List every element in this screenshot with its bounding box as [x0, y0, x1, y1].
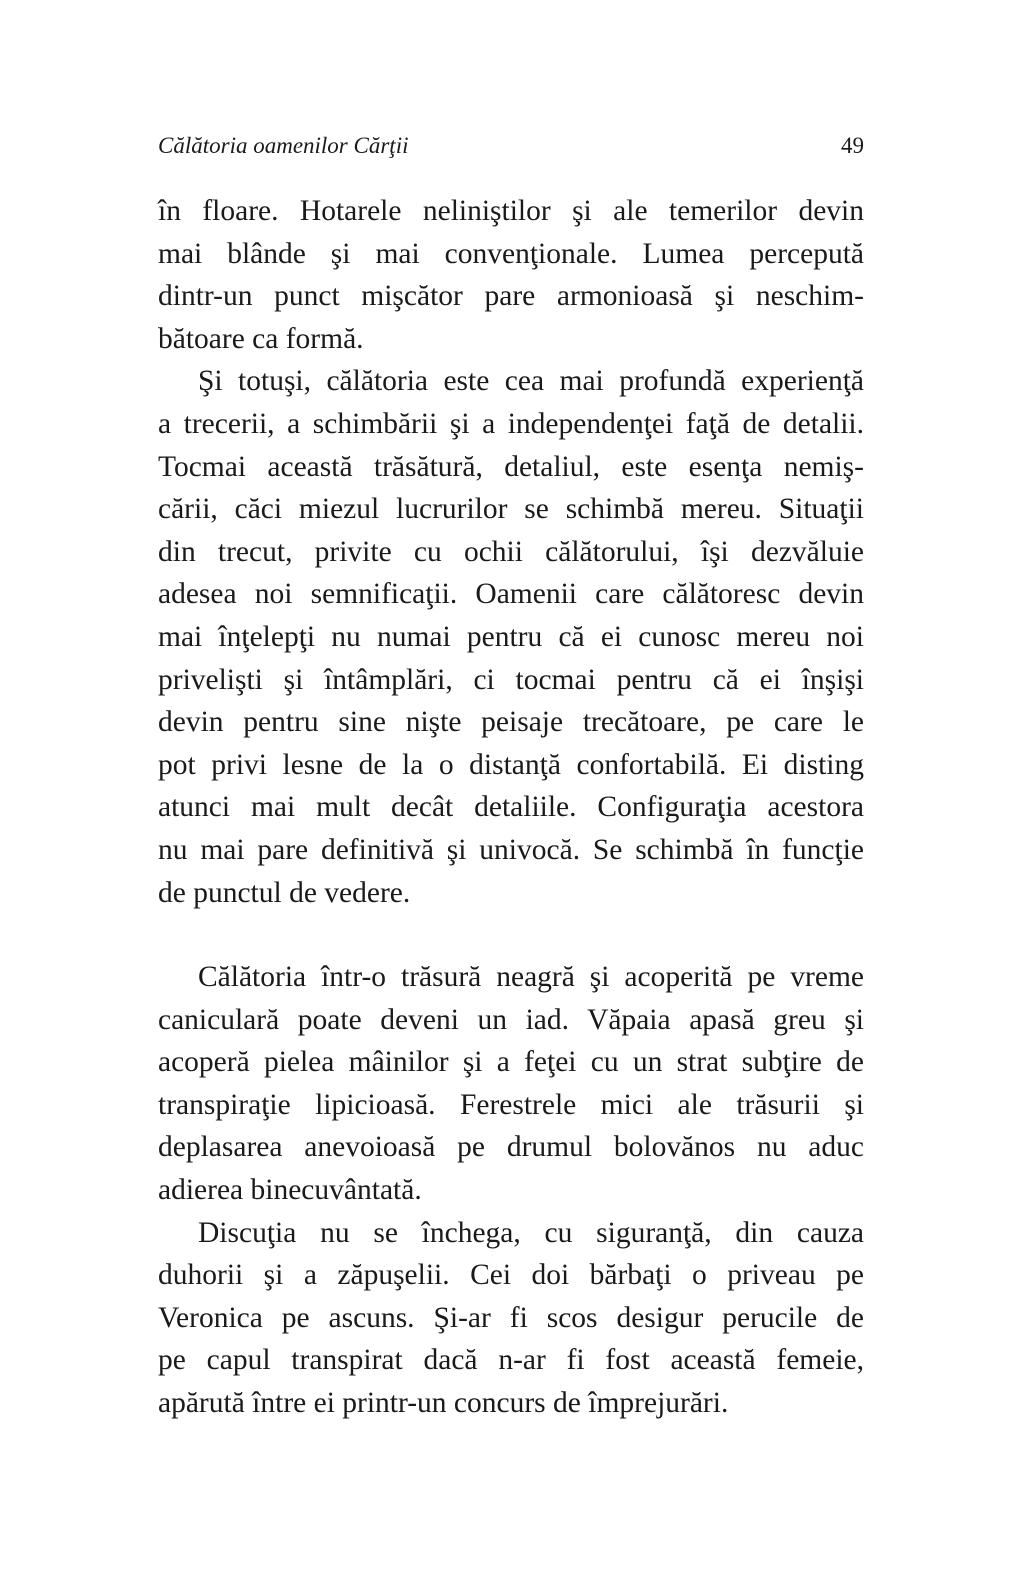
paragraph-section-start: [158, 956, 864, 1212]
text-line: din trecut, privite cu ochii călătorului, îşi dezvăluie: [158, 535, 864, 568]
text-line: pot privi lesne de la o distanţă confortabilă. Ei disting: [158, 748, 864, 781]
text-line: transpiraţie lipicioasă. Ferestrele mici ale trăsurii şi: [158, 1088, 864, 1121]
text-line: pe capul transpirat dacă n-ar fi fost această femeie,: [158, 1344, 864, 1377]
running-title: Călătoria oamenilor Cărţii: [158, 133, 409, 158]
text-line: deplasarea anevoioasă pe drumul bolovănos nu aduc: [158, 1131, 864, 1164]
text-line: de punctul de vedere.: [158, 876, 411, 909]
book-page: [158, 0, 864, 1575]
text-line: privelişti şi întâmplări, ci tocmai pentru că ei înşişi: [158, 663, 864, 696]
text-line: duhorii şi a zăpuşelii. Cei doi bărbaţi o priveau pe: [158, 1259, 864, 1292]
text-line: mai înţelepţi nu numai pentru că ei cunosc mereu noi: [158, 620, 864, 653]
text-line: cării, căci miezul lucrurilor se schimbă mereu. Situaţii: [158, 493, 864, 526]
paragraph: [158, 1212, 864, 1425]
text-line: Discuţia nu se închega, cu siguranţă, din cauza: [198, 1216, 864, 1249]
text-line: mai blânde şi mai convenţionale. Lumea percepută: [158, 237, 864, 270]
page-number: 49: [841, 133, 864, 158]
paragraph-continuation: [158, 190, 864, 360]
text-line: bătoare ca formă.: [158, 322, 364, 355]
text-line: Călătoria într-o trăsură neagră şi acoperită pe vreme: [198, 961, 864, 994]
text-line: în floare. Hotarele neliniştilor şi ale temerilor devin: [158, 195, 864, 227]
text-line: a trecerii, a schimbării şi a independenţei faţă de detalii.: [158, 407, 864, 440]
running-head: [158, 133, 864, 167]
text-line: devin pentru sine nişte peisaje trecătoare, pe care le: [158, 706, 864, 739]
text-line: acoperă pielea mâinilor şi a feţei cu un strat subţire de: [158, 1046, 864, 1079]
text-line: apărută între ei printr-un concurs de împrejurări.: [158, 1387, 729, 1420]
text-line: atunci mai mult decât detaliile. Configuraţia acestora: [158, 791, 864, 824]
text-line: Veronica pe ascuns. Şi-ar fi scos desigur perucile de: [158, 1301, 864, 1334]
text-line: adesea noi semnificaţii. Oamenii care călătoresc devin: [158, 578, 864, 611]
text-line: dintr-un punct mişcător pare armonioasă şi neschim-: [158, 280, 864, 313]
text-line: adierea binecuvântată.: [158, 1174, 422, 1207]
text-line: Şi totuşi, călătoria este cea mai profundă experienţă: [198, 365, 864, 398]
body-text: [158, 190, 864, 1425]
paragraph: [158, 360, 864, 914]
text-line: Tocmai această trăsătură, detaliul, este esenţa nemiş-: [158, 450, 864, 483]
text-line: caniculară poate deveni un iad. Văpaia apasă greu şi: [158, 1003, 864, 1036]
text-line: nu mai pare definitivă şi univocă. Se schimbă în funcţie: [158, 833, 864, 866]
